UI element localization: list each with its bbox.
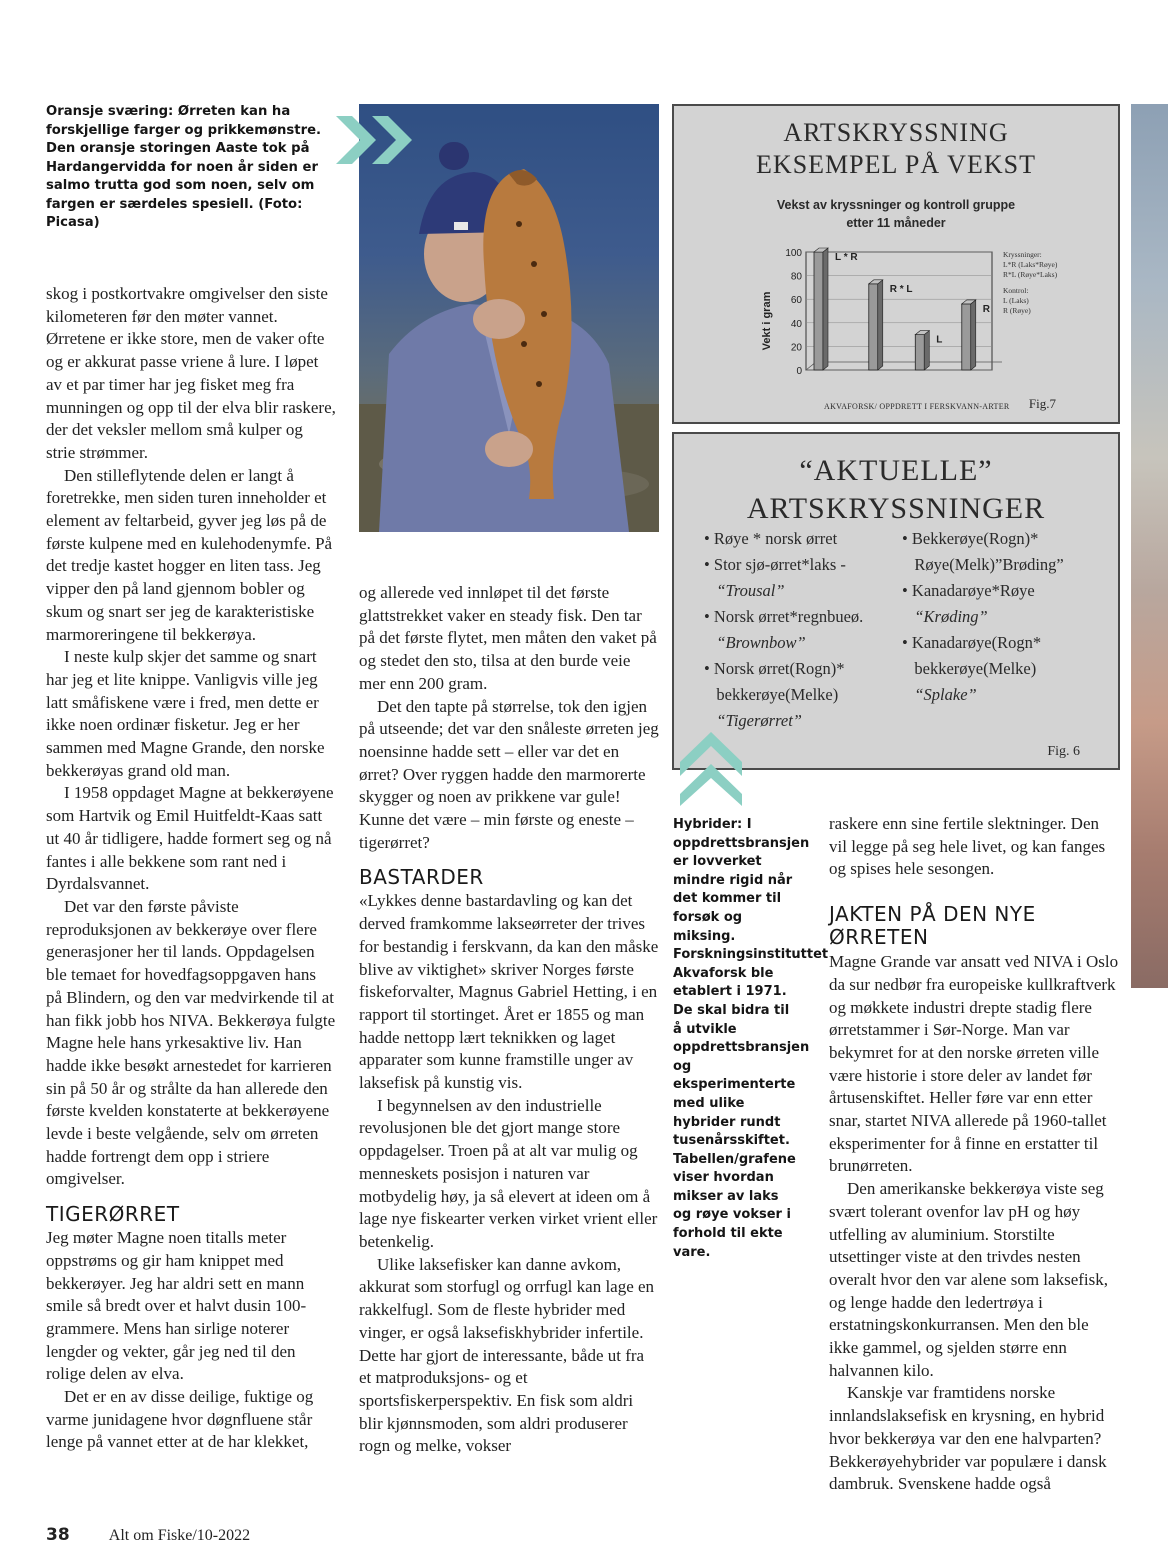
paragraph: skog i postkortvakre omgivelser den siste kilometeren før den møter vannet. Ørretene er ikke store, men de vaker ofte og er akkurat passe vriene å lure. I løpet av et par timer har jeg fisket meg fra munningen og opp til der elva blir raskere, der det veksler mellom små kulper og strie strømmer. [46, 284, 336, 462]
bar [814, 252, 823, 370]
bar-side [924, 331, 929, 370]
legend-entry: L (Laks) [1003, 296, 1029, 305]
y-tick-label: 0 [796, 366, 802, 377]
bar-side [823, 248, 828, 370]
caption-lead: Hybrider: [673, 817, 743, 832]
table-panel [672, 432, 1120, 770]
publication-name: Alt om Fiske/10-2022 [108, 1527, 251, 1544]
chart-panel [672, 104, 1120, 424]
list-item: • Kanadarøye(Rogn* bekkerøye(Melke) “Splake” [902, 633, 1042, 704]
page-footer [46, 1525, 250, 1545]
paragraph: Jeg møter Magne noen titalls meter oppstrøms og gir ham knippet med bekkerøyer. Jeg har aldri sett en mann smile så bredt over et halvt dusin 100-grammere. Mens han sirlige noterer lengder og vekter, går jeg ned til den rolige delen av elva. [46, 1228, 307, 1384]
paragraph: og allerede ved innløpet til det første glattstrekket vaker en steady fisk. Den tar på det første flytet, men måten den vaket på og stedet den sto, tilsa at den burde veie mer enn 200 gram. [359, 583, 657, 693]
paragraph: Ulike laksefisker kan danne avkom, akkurat som storfugl og orrfugl kan lage en rakkelfugl. Som de fleste hybrider med vinger, er også laksefiskhybrider infertile. Dette har gjort de interessante, både ut fra et matproduksjons- og et sportsfiskerperspektiv. En fisk som aldri blir kjønnsmoden, som aldri produserer rogn og melke, vokser [359, 1254, 655, 1456]
paragraph: Kanskje var framtidens norske innlandslaksefisk en krysning, en hybrid hvor bekkerøya var den ene halvparten? Bekkerøyehybrider var populære i dansk dambruk. Svenskene hadde også [829, 1383, 1107, 1494]
bar-label: L * R [835, 252, 858, 263]
bar-side [878, 280, 883, 370]
y-tick-label: 100 [785, 248, 802, 259]
list-item: • Kanadarøye*Røye “Krøding” [902, 581, 1035, 626]
bar [962, 304, 971, 370]
chart-legend [1003, 250, 1057, 316]
legend-entry: R*L (Røye*Laks) [1003, 270, 1058, 279]
legend-entry: R (Røye) [1003, 306, 1031, 315]
paragraph: I neste kulp skjer det samme og snart har jeg et lite knippe. Vanligvis ville jeg latt småfiskene være i fred, men dette er ikke noen ordinær fisketur. Jeg er her sammen med Magne Grande, den norske bekkerøyas grand old man. [46, 647, 325, 780]
photo-caption [46, 103, 336, 233]
hybrid-caption [673, 816, 829, 1262]
table-right-list [902, 526, 1112, 708]
paragraph: I begynnelsen av den industrielle revolusjonen ble det gjort mange store oppdagelser. Troen på at alt var mulig og menneskets posisjon i naturen var motbydelig høy, ja så elevert at ideen om å lage nye fiskearter verken virket vrient eller betenkelig. [359, 1095, 658, 1251]
list-item: • Røye * norsk ørret [704, 529, 838, 548]
list-item: • Stor sjø-ørret*laks - “Trousal” [704, 555, 846, 600]
list-item: • Norsk ørret*regnbueø. “Brownbow” [704, 607, 864, 652]
chart-title: ARTSKRYSSNING [783, 118, 1009, 147]
legend-entry: Kryssninger: [1003, 250, 1042, 259]
figure-number: Fig. 6 [1047, 744, 1080, 759]
y-tick-label: 80 [790, 271, 802, 283]
column-1 [46, 283, 336, 1454]
paragraph: Magne Grande var ansatt ved NIVA i Oslo da sur nedbør fra europeiske kullkraftverk og møkkete industri drepte stadig flere ørretstammer i Sør-Norge. Man var bekymret for at den norske ørreten ville være historie i store deler av landet før årtusenskiftet. Heller føre var enn etter snar, startet NIVA allerede på 1960-tallet eksperimenter for å finne en erstatter til brunørreten. [829, 952, 1119, 1176]
paragraph: Det var den første påviste reproduksjonen av bekkerøye over flere generasjoner her til lands. Oppdagelsen ble temaet for hovedfagsoppgaven hans på Blindern, og den var medvirkende til at han fikk jobb hos NIVA. Bekkerøya fulgte Magne hele hans yrkesaktive liv. Han hadde ikke besøkt arnestedet for karrieren sin på 50 år og strålte da han allerede den første kvelden konstaterte at bekkerøyene levde i beste velgående, selv om ørreten hadde fortrengt dem opp i striere omgivelser. [46, 896, 336, 1189]
paragraph: Det den tapte på størrelse, tok den igjen på utseende; det var den snåleste ørreten jeg noensinne hadde sett – eller var det en ørret? Over ryggen hadde den marmorerte skygger og noen av prikkene var gule! Kunne det være – min første og eneste – tigerørret? [359, 696, 659, 852]
edge-photo [1131, 104, 1168, 988]
table-title: “AKTUELLE” [799, 454, 993, 487]
chart-subtitle: Vekst av kryssninger og kontroll gruppe [776, 198, 1016, 212]
table-title-2: ARTSKRYSSNINGER [746, 492, 1046, 525]
paragraph: raskere enn sine fertile slektninger. Den vil legge på seg hele livet, og kan fanges og spises hele sesongen. [829, 814, 1106, 879]
y-axis-label: Vekt i gram [761, 291, 773, 351]
chart-subtitle-2: etter 11 måneder [846, 216, 946, 230]
section-heading: TIGERØRRET [46, 1202, 180, 1227]
paragraph: I 1958 oppdaget Magne at bekkerøyene som Hartvik og Emil Huitfeldt-Kaas satt ut 40 år tidligere, hadde formert seg og nå fantes i alle bekkene som rant ned i Dyrdalsvannet. [46, 783, 334, 894]
paragraph: Den amerikanske bekkerøya viste seg svært tolerant ovenfor lav pH og høy utfelling av aluminium. Storstilte utsettinger viste at den trivdes nesten overalt hvor den var alene som laksefisk, og lenge hadde den ledertrøya i erstatningskonkurransen. Men den ble ikke gammel, og sjelden større enn halvannen kilo. [829, 1179, 1108, 1380]
section-heading: BASTARDER [359, 865, 484, 890]
bar [869, 284, 878, 370]
column-3 [829, 813, 1119, 1496]
legend-entry: Kontrol: [1003, 286, 1029, 295]
paragraph: «Lykkes denne bastardavling og kan det derved framkomme lakseørreter der trives for bestandig i ferskvann, da kan den måske blive av viktighet» skriver Norges første fiskeforvalter, Magnus Gabriel Hetting, i en rapport til stortinget. Året er 1855 og man hadde nettopp lært teknikken og laget apparater som kunne framstille unger av laksefisk på kunstig vis. [359, 891, 659, 1093]
bar-label: R [982, 303, 991, 315]
list-item: • Norsk ørret(Rogn)* bekkerøye(Melke) “Tigerørret” [704, 659, 845, 730]
y-tick-label: 20 [790, 342, 802, 354]
figure-number: Fig.7 [1028, 396, 1056, 411]
y-tick-label: 60 [790, 295, 802, 307]
legend-entry: L*R (Laks*Røye) [1003, 260, 1058, 269]
caption-lead: Oransje sværing: [46, 104, 174, 119]
list-item: • Bekkerøye(Rogn)* Røye(Melk)”Brøding” [902, 529, 1064, 574]
bar-label: L [936, 334, 943, 346]
page-number: 38 [46, 1525, 70, 1545]
chart-title-2: EKSEMPEL PÅ VEKST [756, 150, 1036, 179]
bar-side [971, 300, 976, 370]
y-tick-label: 40 [790, 318, 802, 330]
section-heading: JAKTEN PÅ DEN NYE ØRRETEN [829, 902, 1036, 950]
table-left-list [704, 526, 919, 734]
bar [915, 335, 924, 370]
caption-text: I oppdrettsbransjen er lovverket mindre rigid når det kommer til forsøk og miksing. Forskningsinstituttet Akvaforsk ble etablert i 1971. De skal bidra til å utvikle oppdrettsbransjen og eksperimenterte med ulike hybrider rundt tusenårsskiftet. Tabellen/grafene viser hvordan mikser av laks og røye vokser i forhold til ekte vare. [673, 817, 829, 1260]
column-2 [359, 582, 659, 1458]
chart-footer: AKVAFORSK/ OPPDRETT I FERSKVANN-ARTER [824, 402, 1010, 411]
caption-text: Ørreten kan ha forskjellige farger og prikkemønstre. Den oransje storingen Aaste tok på Hardangervidda for noen år siden er salmo trutta god som noen, selv om fargen er særdeles spesiell. (Foto: Picasa) [46, 104, 322, 230]
paragraph: Det er en av disse deilige, fuktige og varme junidagene hvor døgnfluene står lenge på vannet etter at de har klekket, [46, 1387, 314, 1452]
bar-label: R * L [889, 283, 913, 295]
chevron-up-icon [676, 728, 746, 806]
paragraph: Den stilleflytende delen er langt å foretrekke, men siden turen inneholder et element av feltarbeid, gyver jeg løs på de første kulpene med en kulehodenymfe. På det tredje kastet hogger en liten tass. Jeg vipper den på land gjennom bobler og skum og snart ser jeg de karakteristiske marmoreringene til bekkerøya. [46, 465, 333, 644]
chevron-right-icon [336, 110, 436, 170]
